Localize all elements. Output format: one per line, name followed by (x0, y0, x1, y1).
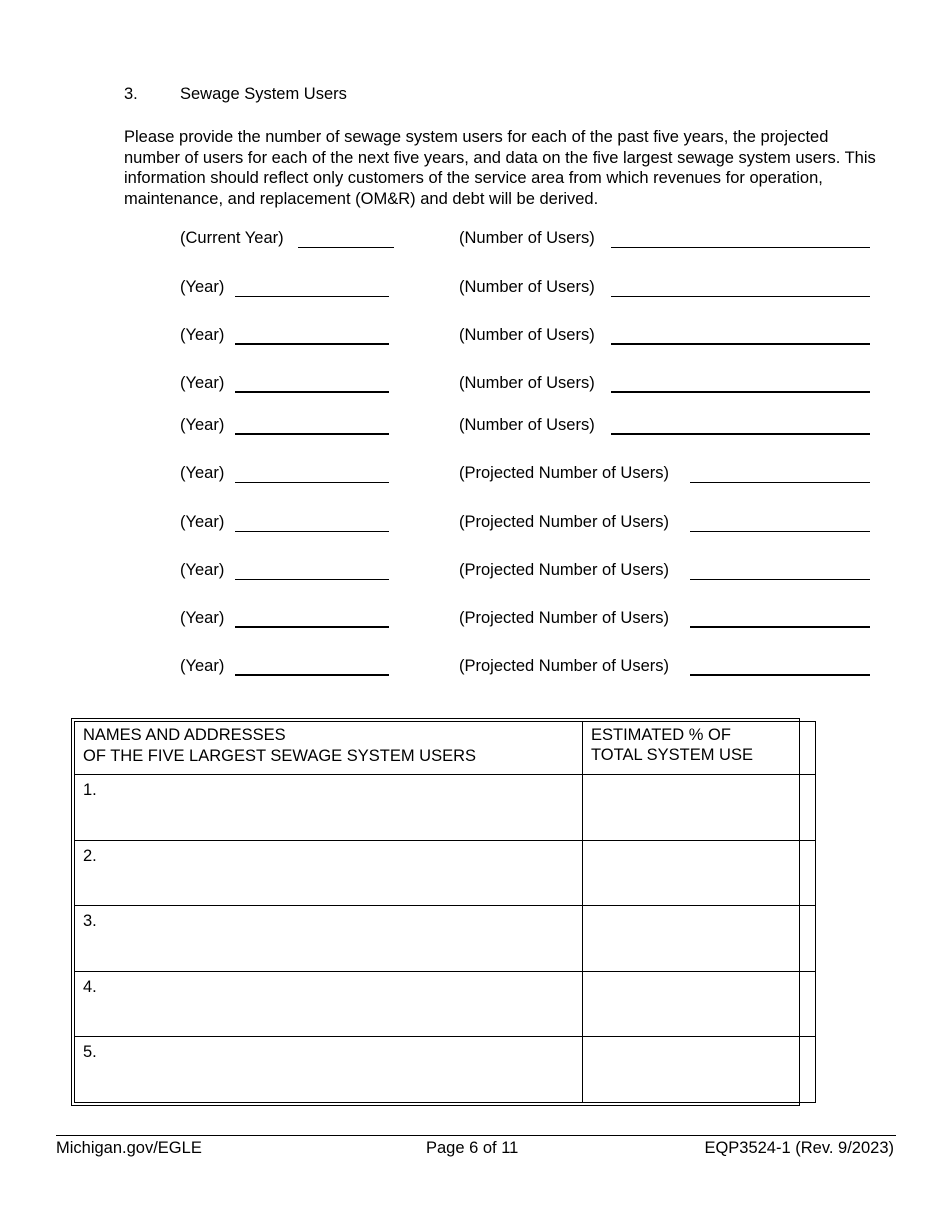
table-row (75, 840, 816, 906)
projected-users-label: (Projected Number of Users) (459, 657, 669, 675)
year-label: (Year) (180, 416, 225, 434)
footer-website: Michigan.gov/EGLE (56, 1139, 202, 1157)
table-row (75, 775, 816, 841)
users-field[interactable] (611, 247, 870, 248)
table-row (75, 971, 816, 1037)
year-label: (Year) (180, 374, 225, 392)
year-field[interactable] (298, 247, 394, 248)
footer-page-number: Page 6 of 11 (426, 1139, 519, 1157)
projected-users-field[interactable] (690, 482, 870, 483)
year-label: (Year) (180, 278, 225, 296)
section-title: Sewage System Users (180, 85, 347, 103)
projected-users-label: (Projected Number of Users) (459, 513, 669, 531)
largest-users-table (71, 718, 800, 1106)
year-field[interactable] (235, 531, 389, 532)
year-label: (Year) (180, 609, 225, 627)
row-number: 1. (83, 781, 97, 800)
year-field[interactable] (235, 296, 389, 297)
user-name-cell[interactable] (75, 971, 583, 1037)
users-label: (Number of Users) (459, 278, 595, 296)
users-label: (Number of Users) (459, 374, 595, 392)
percent-cell[interactable] (583, 906, 816, 972)
year-field[interactable] (235, 626, 389, 628)
percent-cell[interactable] (583, 775, 816, 841)
percent-cell[interactable] (583, 840, 816, 906)
year-label: (Year) (180, 657, 225, 675)
projected-users-field[interactable] (690, 531, 870, 532)
users-field[interactable] (611, 391, 870, 393)
year-label: (Year) (180, 561, 225, 579)
instructions-paragraph: Please provide the number of sewage system users for each of the past five years, the projected number of users for each of the next five years, and data on the five largest sewage system users. This information should reflect only customers of the service area from which revenues for operation, maintenance, and replacement (OM&R) and debt will be derived. (124, 128, 876, 208)
row-number: 4. (83, 977, 97, 996)
projected-users-label: (Projected Number of Users) (459, 464, 669, 482)
year-field[interactable] (235, 433, 389, 435)
row-number: 3. (83, 912, 97, 931)
user-name-cell[interactable] (75, 840, 583, 906)
table-row (75, 906, 816, 972)
row-number: 5. (83, 1043, 97, 1062)
users-field[interactable] (611, 296, 870, 297)
year-label: (Year) (180, 513, 225, 531)
percent-cell[interactable] (583, 971, 816, 1037)
section-number: 3. (124, 85, 138, 103)
user-name-cell[interactable] (75, 1037, 583, 1103)
year-field[interactable] (235, 579, 389, 580)
year-label: (Year) (180, 464, 225, 482)
users-label: (Number of Users) (459, 326, 595, 344)
projected-users-field[interactable] (690, 674, 870, 676)
projected-users-label: (Projected Number of Users) (459, 561, 669, 579)
year-field[interactable] (235, 674, 389, 676)
projected-users-label: (Projected Number of Users) (459, 609, 669, 627)
estimated-percent-header: ESTIMATED % OF TOTAL SYSTEM USE (583, 722, 816, 775)
table-header-row (75, 722, 816, 775)
footer-form-id: EQP3524-1 (Rev. 9/2023) (704, 1139, 894, 1157)
year-field[interactable] (235, 343, 389, 345)
percent-cell[interactable] (583, 1037, 816, 1103)
year-field[interactable] (235, 391, 389, 393)
row-number: 2. (83, 846, 97, 865)
user-name-cell[interactable] (75, 775, 583, 841)
users-field[interactable] (611, 433, 870, 435)
users-label: (Number of Users) (459, 416, 595, 434)
users-label: (Number of Users) (459, 229, 595, 247)
year-field[interactable] (235, 482, 389, 483)
names-addresses-header: NAMES AND ADDRESSES OF THE FIVE LARGEST SEWAGE SYSTEM USERS (75, 722, 583, 775)
footer-divider (56, 1135, 896, 1136)
users-field[interactable] (611, 343, 870, 345)
user-name-cell[interactable] (75, 906, 583, 972)
year-label: (Year) (180, 326, 225, 344)
year-label: (Current Year) (180, 229, 284, 247)
table-row (75, 1037, 816, 1103)
projected-users-field[interactable] (690, 579, 870, 580)
projected-users-field[interactable] (690, 626, 870, 628)
